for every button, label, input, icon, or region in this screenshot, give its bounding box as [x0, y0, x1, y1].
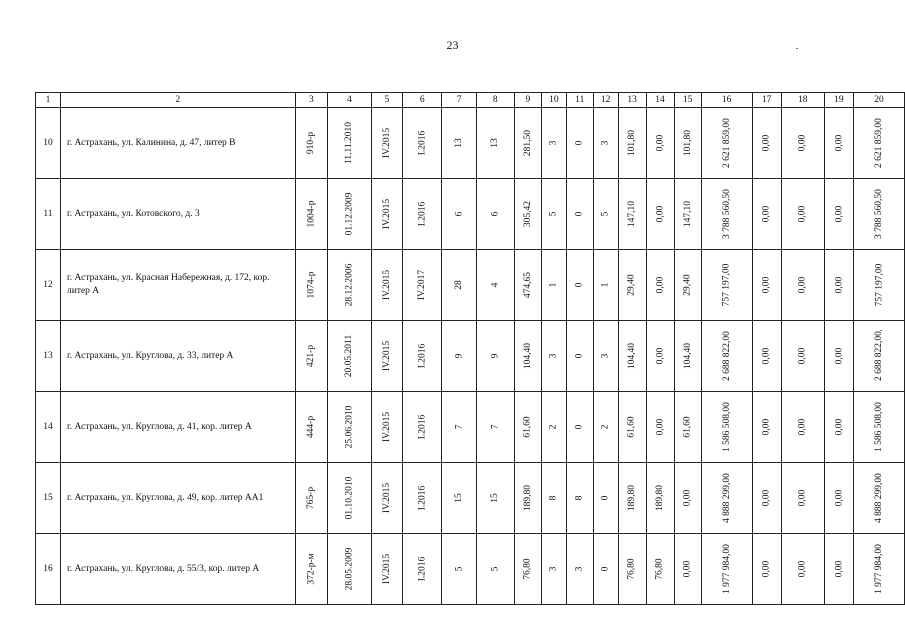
value-cell: [295, 250, 327, 321]
cell-text: 474,65: [522, 271, 533, 299]
cell-text: 0: [600, 566, 611, 572]
cell-text: 7: [454, 424, 465, 430]
value-cell: [295, 321, 327, 392]
value-cell: [514, 108, 541, 179]
value-cell: [646, 321, 674, 392]
value-cell: [646, 534, 674, 605]
value-cell: [618, 321, 646, 392]
cell-text: 1004-р: [306, 200, 317, 228]
value-cell: [403, 108, 442, 179]
cell-text: 101,80: [682, 129, 693, 157]
value-cell: [541, 108, 566, 179]
value-cell: [371, 463, 402, 534]
address-cell: г. Астрахань, ул. Круглова, д. 49, кор. литер АА1: [60, 463, 295, 534]
row-number-cell: 10: [36, 108, 61, 179]
value-cell: [701, 392, 752, 463]
cell-text: 5: [600, 211, 611, 217]
cell-text: 0,00: [797, 418, 808, 436]
value-cell: [824, 250, 853, 321]
value-cell: [646, 463, 674, 534]
header-cell: 11: [566, 93, 593, 108]
value-cell: [295, 534, 327, 605]
value-cell: [752, 179, 781, 250]
value-cell: [781, 108, 824, 179]
value-cell: [371, 534, 402, 605]
value-cell: [593, 321, 618, 392]
value-cell: [295, 392, 327, 463]
header-cell: 2: [60, 93, 295, 108]
value-cell: [674, 463, 701, 534]
cell-text: 757 197,00: [874, 263, 884, 307]
cell-text: 3: [600, 140, 611, 146]
cell-text: 6: [490, 211, 501, 217]
cell-text: 0,00: [682, 489, 693, 507]
cell-text: 0,00: [761, 347, 772, 365]
cell-text: 0,00: [655, 205, 666, 223]
value-cell: [566, 534, 593, 605]
cell-text: 11.11.2010: [344, 121, 355, 165]
cell-text: 29,40: [627, 274, 638, 296]
cell-text: IV.2015: [381, 198, 392, 230]
cell-text: 0: [574, 211, 585, 217]
cell-text: 421-р: [306, 344, 317, 368]
address-cell: г. Астрахань, ул. Красная Набережная, д. 172, кор. литер А: [60, 250, 295, 321]
cell-text: 0,00: [655, 276, 666, 294]
cell-text: 765-р: [306, 486, 317, 510]
cell-text: 0,00: [655, 418, 666, 436]
value-cell: [541, 179, 566, 250]
cell-text: 1 586 508,00: [874, 402, 884, 452]
cell-text: I.2016: [417, 485, 428, 511]
value-cell: [618, 463, 646, 534]
cell-text: 0,00: [761, 134, 772, 152]
cell-text: IV.2015: [381, 340, 392, 372]
value-cell: [541, 250, 566, 321]
cell-text: 2 688 822,00: [874, 331, 884, 381]
value-cell: [403, 179, 442, 250]
value-cell: [541, 392, 566, 463]
value-cell: [371, 250, 402, 321]
value-cell: [781, 392, 824, 463]
cell-text: 4: [490, 282, 501, 288]
cell-text: I.2016: [417, 556, 428, 582]
cell-text: 4 888 299,00: [721, 473, 732, 523]
cell-text: 15: [490, 493, 501, 503]
cell-text: 0,00: [833, 560, 844, 578]
cell-text: 29,40: [682, 274, 693, 296]
cell-text: IV.2017: [417, 269, 428, 301]
cell-text: 5: [548, 211, 559, 217]
cell-text: 305,42: [522, 200, 533, 228]
row-number-cell: 11: [36, 179, 61, 250]
value-cell: [476, 250, 514, 321]
cell-text: 0,00: [682, 560, 693, 578]
cell-text: 101,80: [627, 129, 638, 157]
value-cell: [618, 179, 646, 250]
cell-text: 0,00: [797, 347, 808, 365]
table-row: [36, 250, 905, 321]
value-cell: [701, 108, 752, 179]
value-cell: [476, 392, 514, 463]
header-cell: 4: [328, 93, 372, 108]
cell-text: 5: [490, 566, 501, 572]
value-cell: [618, 392, 646, 463]
value-cell: [854, 179, 905, 250]
value-cell: [674, 392, 701, 463]
register-table: [35, 92, 905, 605]
cell-text: IV.2015: [381, 482, 392, 514]
cell-text: 13: [454, 138, 465, 148]
cell-text: 104,40: [522, 342, 533, 370]
cell-text: 0,00: [833, 134, 844, 152]
header-cell: 1: [36, 93, 61, 108]
cell-text: 76,80: [522, 558, 533, 580]
cell-text: I.2016: [417, 130, 428, 156]
cell-text: I.2016: [417, 343, 428, 369]
cell-text: 0,00: [797, 489, 808, 507]
value-cell: [328, 250, 372, 321]
value-cell: [824, 463, 853, 534]
cell-text: 76,80: [627, 558, 638, 580]
value-cell: [593, 463, 618, 534]
address-cell: г. Астрахань, ул. Калинина, д. 47, литер В: [60, 108, 295, 179]
cell-text: 0,00: [761, 489, 772, 507]
value-cell: [442, 392, 476, 463]
cell-text: 61,60: [627, 416, 638, 438]
cell-text: 15: [454, 493, 465, 503]
page-number: 23: [446, 38, 459, 52]
value-cell: [854, 321, 905, 392]
table-row: [36, 534, 905, 605]
value-cell: [295, 463, 327, 534]
cell-text: 0: [574, 282, 585, 288]
header-cell: 14: [646, 93, 674, 108]
table-row: [36, 463, 905, 534]
value-cell: [752, 321, 781, 392]
cell-text: 2 621 859,00: [874, 118, 884, 168]
value-cell: [824, 392, 853, 463]
address-cell: г. Астрахань, ул. Круглова, д. 55/3, кор. литер А: [60, 534, 295, 605]
value-cell: [328, 463, 372, 534]
value-cell: [514, 463, 541, 534]
value-cell: [476, 321, 514, 392]
cell-text: 01.10.2010: [344, 476, 355, 520]
header-cell: 12: [593, 93, 618, 108]
value-cell: [442, 534, 476, 605]
value-cell: [476, 108, 514, 179]
cell-text: 61,60: [522, 416, 533, 438]
cell-text: 20.05.2011: [344, 334, 355, 378]
value-cell: [824, 179, 853, 250]
value-cell: [476, 179, 514, 250]
cell-text: 1074-р: [306, 271, 317, 299]
value-cell: [752, 534, 781, 605]
value-cell: [514, 250, 541, 321]
value-cell: [824, 321, 853, 392]
value-cell: [403, 534, 442, 605]
cell-text: 0: [600, 495, 611, 501]
row-number-cell: 15: [36, 463, 61, 534]
value-cell: [674, 250, 701, 321]
value-cell: [701, 179, 752, 250]
cell-text: 0,00: [797, 560, 808, 578]
cell-text: 9: [490, 353, 501, 359]
cell-text: 1 977 984,00: [721, 544, 732, 594]
cell-text: 147,10: [682, 200, 693, 228]
cell-text: 0,00: [655, 134, 666, 152]
value-cell: [701, 534, 752, 605]
cell-text: 7: [490, 424, 501, 430]
cell-text: 104,40: [682, 342, 693, 370]
value-cell: [371, 321, 402, 392]
cell-text: 0,00: [761, 418, 772, 436]
value-cell: [328, 321, 372, 392]
value-cell: [752, 463, 781, 534]
cell-text: 28.12.2006: [344, 263, 355, 307]
value-cell: [566, 321, 593, 392]
cell-text: 2: [548, 424, 559, 430]
cell-text: 6: [454, 211, 465, 217]
cell-text: 13: [490, 138, 501, 148]
value-cell: [781, 321, 824, 392]
cell-text: 9: [454, 353, 465, 359]
value-cell: [442, 179, 476, 250]
value-cell: [701, 321, 752, 392]
scan-speck: [796, 48, 798, 49]
row-number-cell: 16: [36, 534, 61, 605]
value-cell: [701, 463, 752, 534]
value-cell: [328, 179, 372, 250]
value-cell: [442, 463, 476, 534]
cell-text: 0: [574, 424, 585, 430]
cell-text: 2: [600, 424, 611, 430]
header-cell: 20: [854, 93, 905, 108]
value-cell: [403, 392, 442, 463]
header-cell: 10: [541, 93, 566, 108]
value-cell: [593, 179, 618, 250]
address-cell: г. Астрахань, ул. Круглова, д. 41, кор. литер А: [60, 392, 295, 463]
value-cell: [781, 463, 824, 534]
value-cell: [403, 321, 442, 392]
value-cell: [593, 108, 618, 179]
value-cell: [674, 321, 701, 392]
value-cell: [824, 108, 853, 179]
value-cell: [674, 534, 701, 605]
cell-text: 189,80: [655, 484, 666, 512]
table-row: [36, 321, 905, 392]
value-cell: [403, 250, 442, 321]
cell-text: 61,60: [682, 416, 693, 438]
cell-text: 0,00: [761, 560, 772, 578]
cell-text: IV.2015: [381, 127, 392, 159]
value-cell: [541, 321, 566, 392]
value-cell: [442, 321, 476, 392]
cell-text: 2 688 822,00: [721, 331, 732, 381]
cell-text: 1 977 984,00: [874, 544, 884, 594]
value-cell: [514, 534, 541, 605]
value-cell: [442, 250, 476, 321]
cell-text: 0,00: [761, 205, 772, 223]
cell-text: 189,80: [522, 484, 533, 512]
header-cell: 8: [476, 93, 514, 108]
cell-text: 3: [548, 566, 559, 572]
value-cell: [781, 179, 824, 250]
cell-text: 104,40: [627, 342, 638, 370]
cell-text: 76,80: [655, 558, 666, 580]
cell-text: IV.2015: [381, 411, 392, 443]
header-cell: 17: [752, 93, 781, 108]
value-cell: [752, 108, 781, 179]
table-row: [36, 108, 905, 179]
cell-text: 0,00: [761, 276, 772, 294]
value-cell: [854, 534, 905, 605]
cell-text: IV.2015: [381, 269, 392, 301]
value-cell: [593, 392, 618, 463]
cell-text: 2 621 859,00: [721, 118, 732, 168]
value-cell: [674, 108, 701, 179]
cell-text: 0,00: [797, 276, 808, 294]
value-cell: [618, 250, 646, 321]
header-cell: 5: [371, 93, 402, 108]
address-cell: г. Астрахань, ул. Круглова, д. 33, литер А: [60, 321, 295, 392]
cell-text: 147,10: [627, 200, 638, 228]
row-number-cell: 13: [36, 321, 61, 392]
cell-text: 444-р: [306, 415, 317, 439]
header-cell: 19: [824, 93, 853, 108]
value-cell: [646, 392, 674, 463]
cell-text: 0: [574, 353, 585, 359]
value-cell: [566, 463, 593, 534]
value-cell: [514, 392, 541, 463]
value-cell: [752, 392, 781, 463]
value-cell: [618, 108, 646, 179]
cell-text: 28.05.2009: [344, 547, 355, 591]
cell-text: 3: [548, 140, 559, 146]
row-number-cell: 14: [36, 392, 61, 463]
value-cell: [646, 179, 674, 250]
value-cell: [403, 463, 442, 534]
cell-text: 3 788 560,50: [874, 189, 884, 239]
header-cell: 9: [514, 93, 541, 108]
value-cell: [593, 250, 618, 321]
cell-text: 1 586 508,00: [721, 402, 732, 452]
header-cell: 18: [781, 93, 824, 108]
value-cell: [371, 108, 402, 179]
row-number-cell: 12: [36, 250, 61, 321]
value-cell: [541, 463, 566, 534]
cell-text: 0: [574, 140, 585, 146]
value-cell: [781, 250, 824, 321]
value-cell: [674, 179, 701, 250]
value-cell: [514, 179, 541, 250]
cell-text: 28: [454, 280, 465, 290]
value-cell: [854, 392, 905, 463]
value-cell: [566, 250, 593, 321]
value-cell: [476, 463, 514, 534]
header-cell: 16: [701, 93, 752, 108]
cell-text: 1: [600, 282, 611, 288]
cell-text: 0,00: [655, 347, 666, 365]
cell-text: 0,00: [797, 134, 808, 152]
value-cell: [566, 108, 593, 179]
cell-text: 01.12.2009: [344, 192, 355, 236]
value-cell: [566, 392, 593, 463]
value-cell: [618, 534, 646, 605]
value-cell: [541, 534, 566, 605]
value-cell: [646, 108, 674, 179]
value-cell: [824, 534, 853, 605]
cell-text: 25.06.2010: [344, 405, 355, 449]
value-cell: [854, 250, 905, 321]
cell-text: 5: [454, 566, 465, 572]
value-cell: [514, 321, 541, 392]
cell-text: 3 788 560,50: [721, 189, 732, 239]
value-cell: [295, 108, 327, 179]
cell-text: 0,00: [833, 489, 844, 507]
value-cell: [371, 179, 402, 250]
cell-text: 0,00: [833, 347, 844, 365]
cell-text: I.2016: [417, 414, 428, 440]
header-cell: 3: [295, 93, 327, 108]
cell-text: 372-р-м: [306, 553, 317, 585]
value-cell: [566, 179, 593, 250]
header-cell: 13: [618, 93, 646, 108]
cell-text: 281,50: [522, 129, 533, 157]
value-cell: [442, 108, 476, 179]
cell-text: IV.2015: [381, 553, 392, 585]
cell-text: 0,00: [833, 418, 844, 436]
value-cell: [781, 534, 824, 605]
value-cell: [593, 534, 618, 605]
cell-text: 0,00: [833, 205, 844, 223]
cell-text: 4 888 299,00: [874, 473, 884, 523]
value-cell: [646, 250, 674, 321]
header-cell: 7: [442, 93, 476, 108]
cell-text: 0,00: [797, 205, 808, 223]
value-cell: [371, 392, 402, 463]
value-cell: [328, 534, 372, 605]
header-cell: 15: [674, 93, 701, 108]
cell-text: 189,80: [627, 484, 638, 512]
cell-text: 1: [548, 282, 559, 288]
cell-text: 8: [574, 495, 585, 501]
value-cell: [701, 250, 752, 321]
header-cell: 6: [403, 93, 442, 108]
value-cell: [328, 108, 372, 179]
table-row: [36, 179, 905, 250]
cell-text: 757 197,00: [721, 263, 732, 307]
cell-text: 3: [574, 566, 585, 572]
value-cell: [854, 108, 905, 179]
value-cell: [476, 534, 514, 605]
cell-text: I.2016: [417, 201, 428, 227]
address-cell: г. Астрахань, ул. Котовского, д. 3: [60, 179, 295, 250]
cell-text: 8: [548, 495, 559, 501]
cell-text: 3: [600, 353, 611, 359]
table-row: [36, 392, 905, 463]
value-cell: [854, 463, 905, 534]
header-row: [36, 93, 905, 108]
value-cell: [752, 250, 781, 321]
value-cell: [328, 392, 372, 463]
cell-text: 0,00: [833, 276, 844, 294]
cell-text: 3: [548, 353, 559, 359]
cell-text: 910-р: [306, 131, 317, 155]
value-cell: [295, 179, 327, 250]
